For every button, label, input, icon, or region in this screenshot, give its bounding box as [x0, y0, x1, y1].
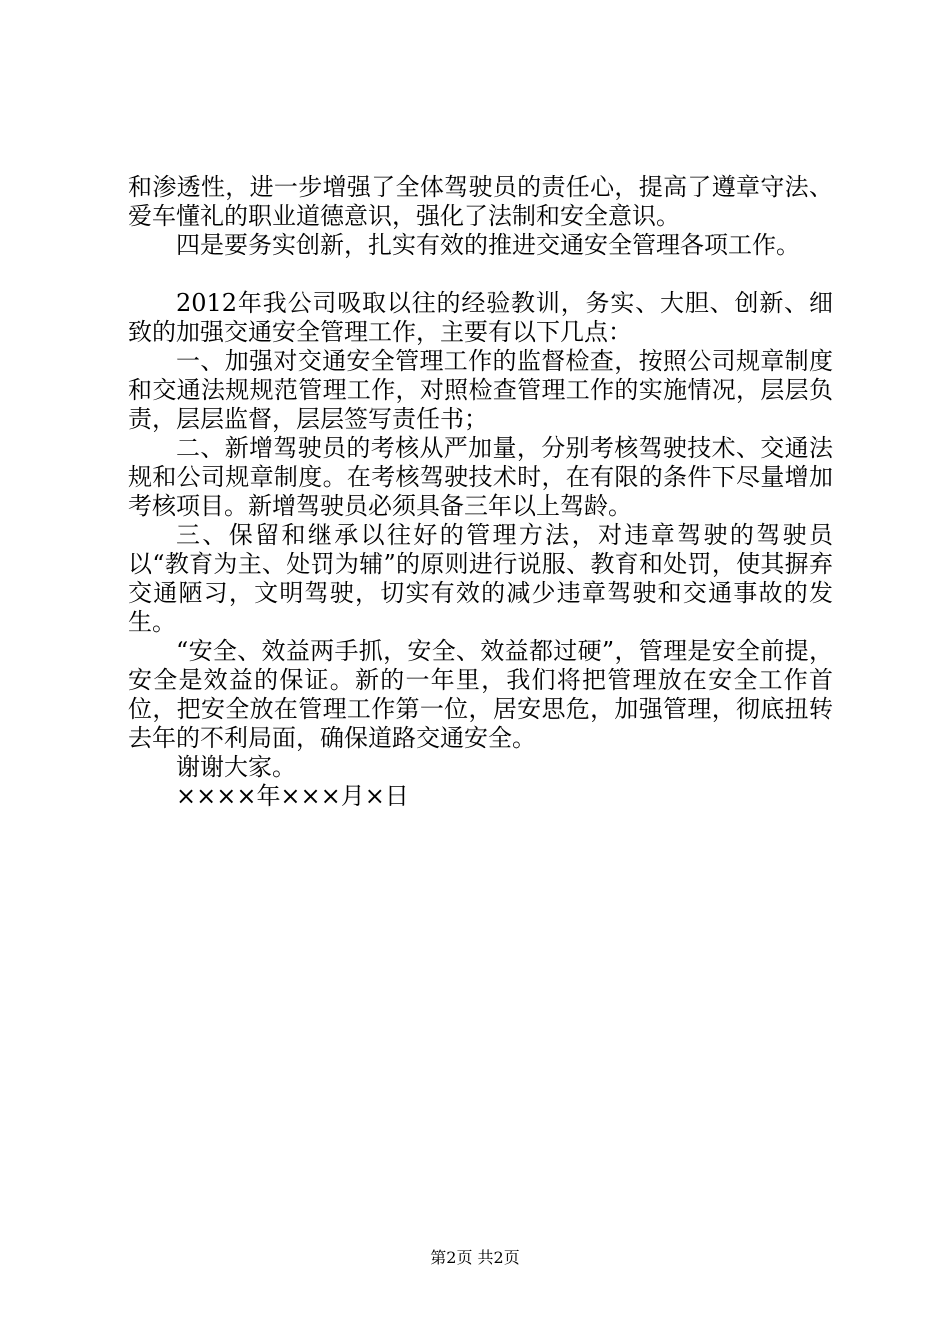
paragraph-date: ××××年×××月×日: [176, 782, 409, 810]
paragraph-continuation: 和渗透性，进一步增强了全体驾驶员的责任心，提高了遵章守法、爱车懂礼的职业道德意识，强化了法制和安全意识。: [128, 173, 833, 230]
page-number-footer: 第2页 共2页: [430, 1248, 520, 1267]
paragraph-item-three: 三、保留和继承以往好的管理方法，对违章驾驶的驾驶员以“教育为主、处罚为辅”的原则进行说服、教育和处罚，使其摒弃交通陋习，文明驾驶，切实有效的减少违章驾驶和交通事故的发生。: [128, 521, 833, 636]
paragraph-item-two: 二、新增驾驶员的考核从严加量，分别考核驾驶技术、交通法规和公司规章制度。在考核驾驶技术时，在有限的条件下尽量增加考核项目。新增驾驶员必须具备三年以上驾龄。: [128, 434, 833, 520]
paragraph-item-one: 一、加强对交通安全管理工作的监督检查，按照公司规章制度和交通法规规范管理工作，对照检查管理工作的实施情况，层层负责，层层监督，层层签写责任书；: [128, 347, 833, 433]
paragraph-conclusion: “安全、效益两手抓，安全、效益都过硬”，管理是安全前提，安全是效益的保证。新的一年里，我们将把管理放在安全工作首位，把安全放在管理工作第一位，居安思危，加强管理，彻底扭转去年的不利局面，确保道路交通安全。: [128, 637, 833, 752]
paragraph-thanks: 谢谢大家。: [176, 753, 296, 781]
paragraph-point-four: 四是要务实创新，扎实有效的推进交通安全管理各项工作。: [176, 231, 800, 259]
document-body: [128, 173, 833, 811]
paragraph-2012-intro: 2012年我公司吸取以往的经验教训，务实、大胆、创新、细致的加强交通安全管理工作，主要有以下几点：: [128, 289, 833, 346]
